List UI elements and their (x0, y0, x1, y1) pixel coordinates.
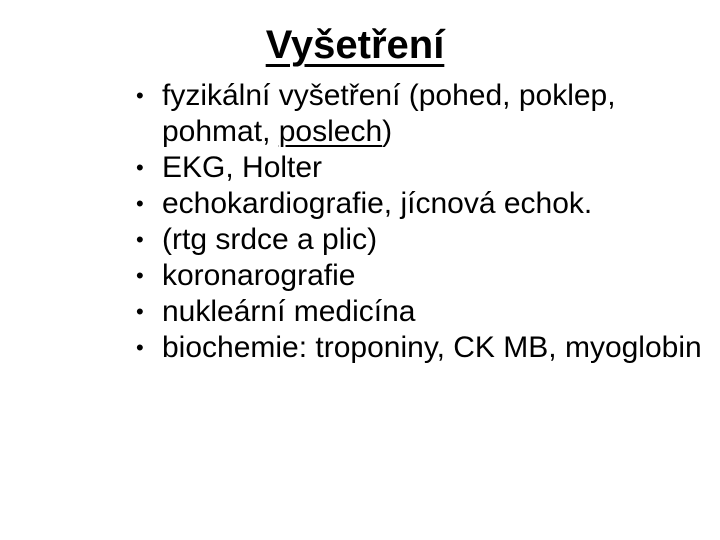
bullet-text: nukleární medicína (162, 295, 416, 328)
slide-title (0, 20, 710, 70)
bullet-icon: • (136, 191, 144, 216)
bullet-text: koronarografie (162, 259, 356, 292)
bullet-item (136, 294, 706, 330)
bullet-text: (rtg srdce a plic) (162, 223, 378, 256)
bullet-icon: • (136, 227, 144, 252)
bullet-underlined-text: poslech (278, 115, 383, 148)
bullet-item (136, 330, 706, 366)
bullet-item (136, 78, 706, 150)
bullet-text-end: ) (382, 115, 393, 148)
bullet-item (136, 150, 706, 186)
bullet-text: echokardiografie, jícnová echok. (162, 187, 593, 220)
bullet-icon: • (136, 83, 144, 108)
slide-title-text: Vyšetření (265, 23, 445, 67)
bullet-list (136, 78, 706, 366)
bullet-icon: • (136, 263, 144, 288)
bullet-item (136, 258, 706, 294)
bullet-item (136, 186, 706, 222)
bullet-text: fyzikální vyšetření (pohed, poklep, pohmat, (162, 79, 616, 148)
bullet-icon: • (136, 155, 144, 180)
bullet-text: EKG, Holter (162, 151, 323, 184)
bullet-icon: • (136, 299, 144, 324)
bullet-item (136, 222, 706, 258)
bullet-text: biochemie: troponiny, CK MB, myoglobin (162, 331, 702, 364)
bullet-icon: • (136, 335, 144, 360)
